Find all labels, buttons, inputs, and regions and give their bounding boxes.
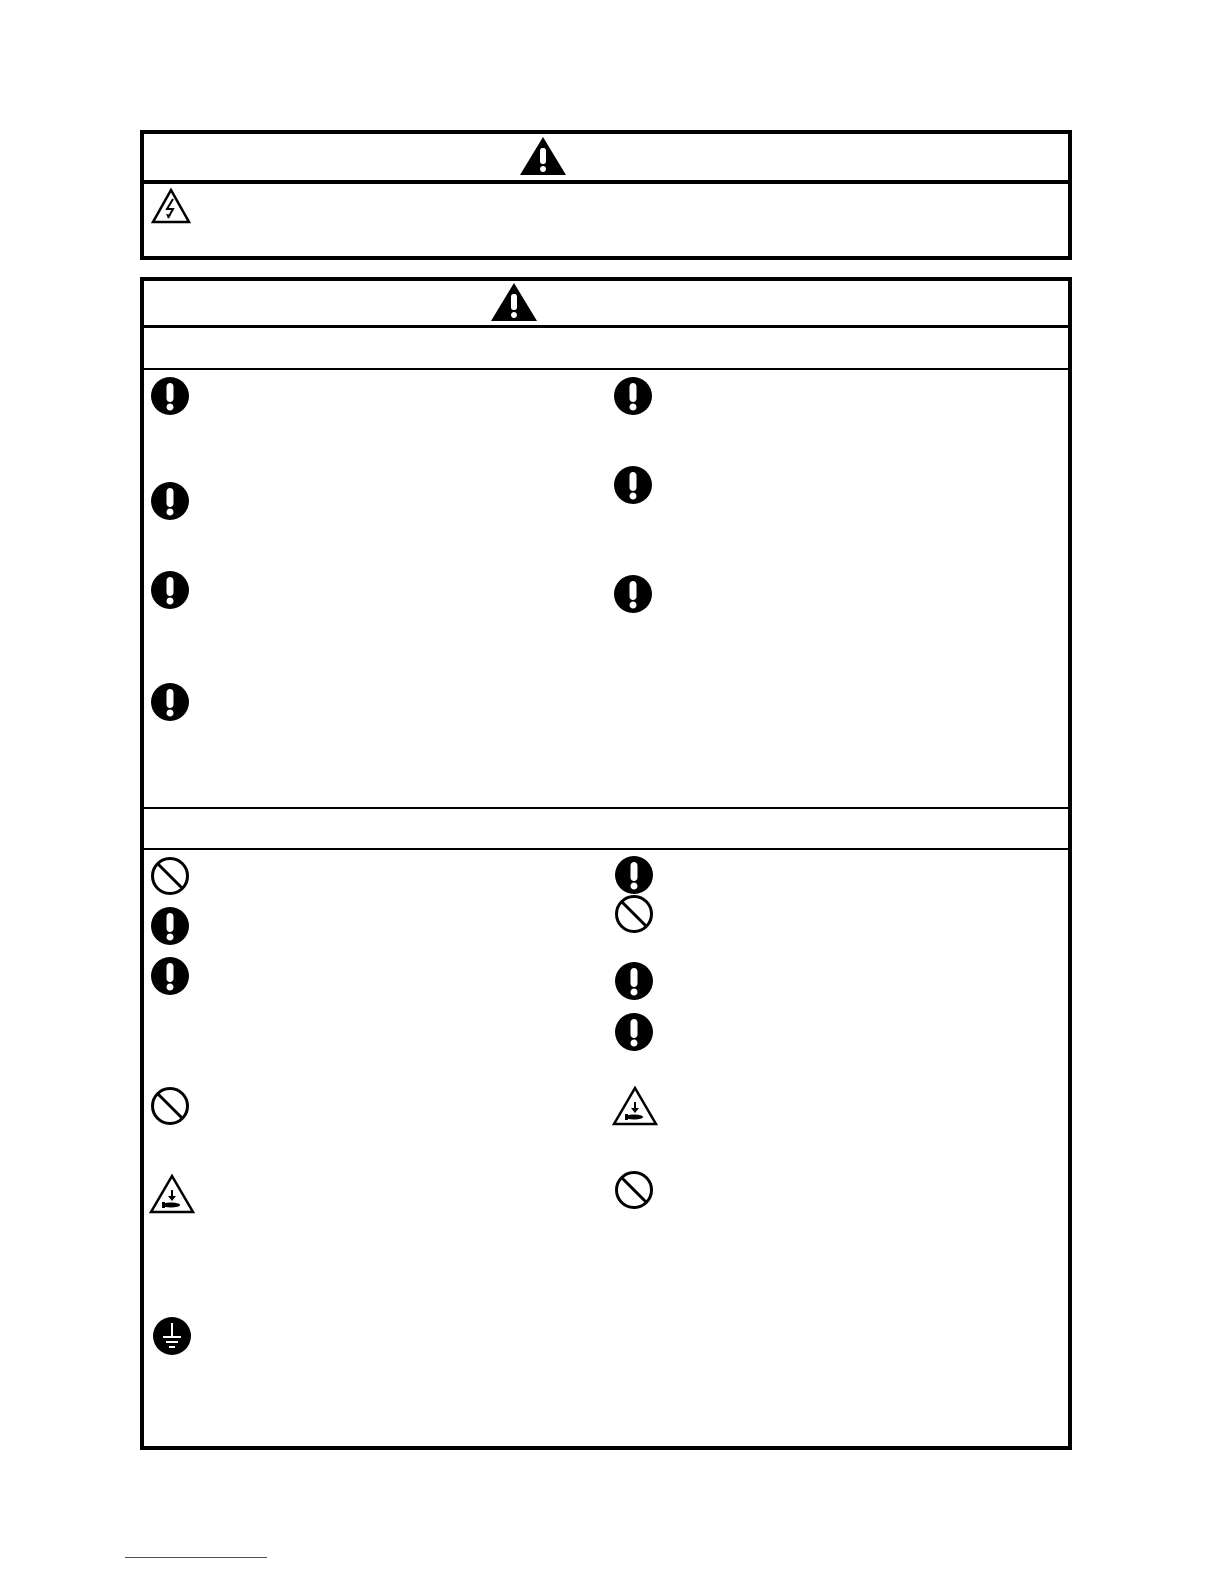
hand-injury-warning-icon <box>149 1174 195 1214</box>
exclamation-icon <box>150 570 190 610</box>
exclamation-icon <box>150 906 190 946</box>
exclamation-icon <box>614 961 654 1001</box>
section2-top-divider <box>144 807 1068 809</box>
exclamation-icon <box>150 956 190 996</box>
prohibition-icon <box>150 856 190 896</box>
exclamation-icon <box>150 376 190 416</box>
warning-triangle-icon <box>490 282 538 322</box>
hand-injury-warning-icon <box>612 1086 658 1126</box>
section1-header-divider <box>144 368 1068 370</box>
warning-triangle-icon <box>519 136 567 176</box>
prohibition-icon <box>150 1086 190 1126</box>
caution-header-divider <box>144 325 1068 328</box>
warning-header-divider <box>144 180 1068 184</box>
prohibition-icon <box>614 1170 654 1210</box>
exclamation-icon <box>613 465 653 505</box>
ground-icon <box>152 1316 192 1356</box>
caution-box <box>140 277 1072 1450</box>
exclamation-icon <box>614 1012 654 1052</box>
electric-shock-icon <box>151 188 191 224</box>
exclamation-icon <box>613 376 653 416</box>
footer-link-underline[interactable] <box>125 1557 267 1558</box>
exclamation-icon <box>150 682 190 722</box>
exclamation-icon <box>613 574 653 614</box>
prohibition-icon <box>614 894 654 934</box>
warning-box <box>140 130 1072 260</box>
exclamation-icon <box>150 481 190 521</box>
section2-header-divider <box>144 848 1068 850</box>
exclamation-icon <box>614 855 654 895</box>
